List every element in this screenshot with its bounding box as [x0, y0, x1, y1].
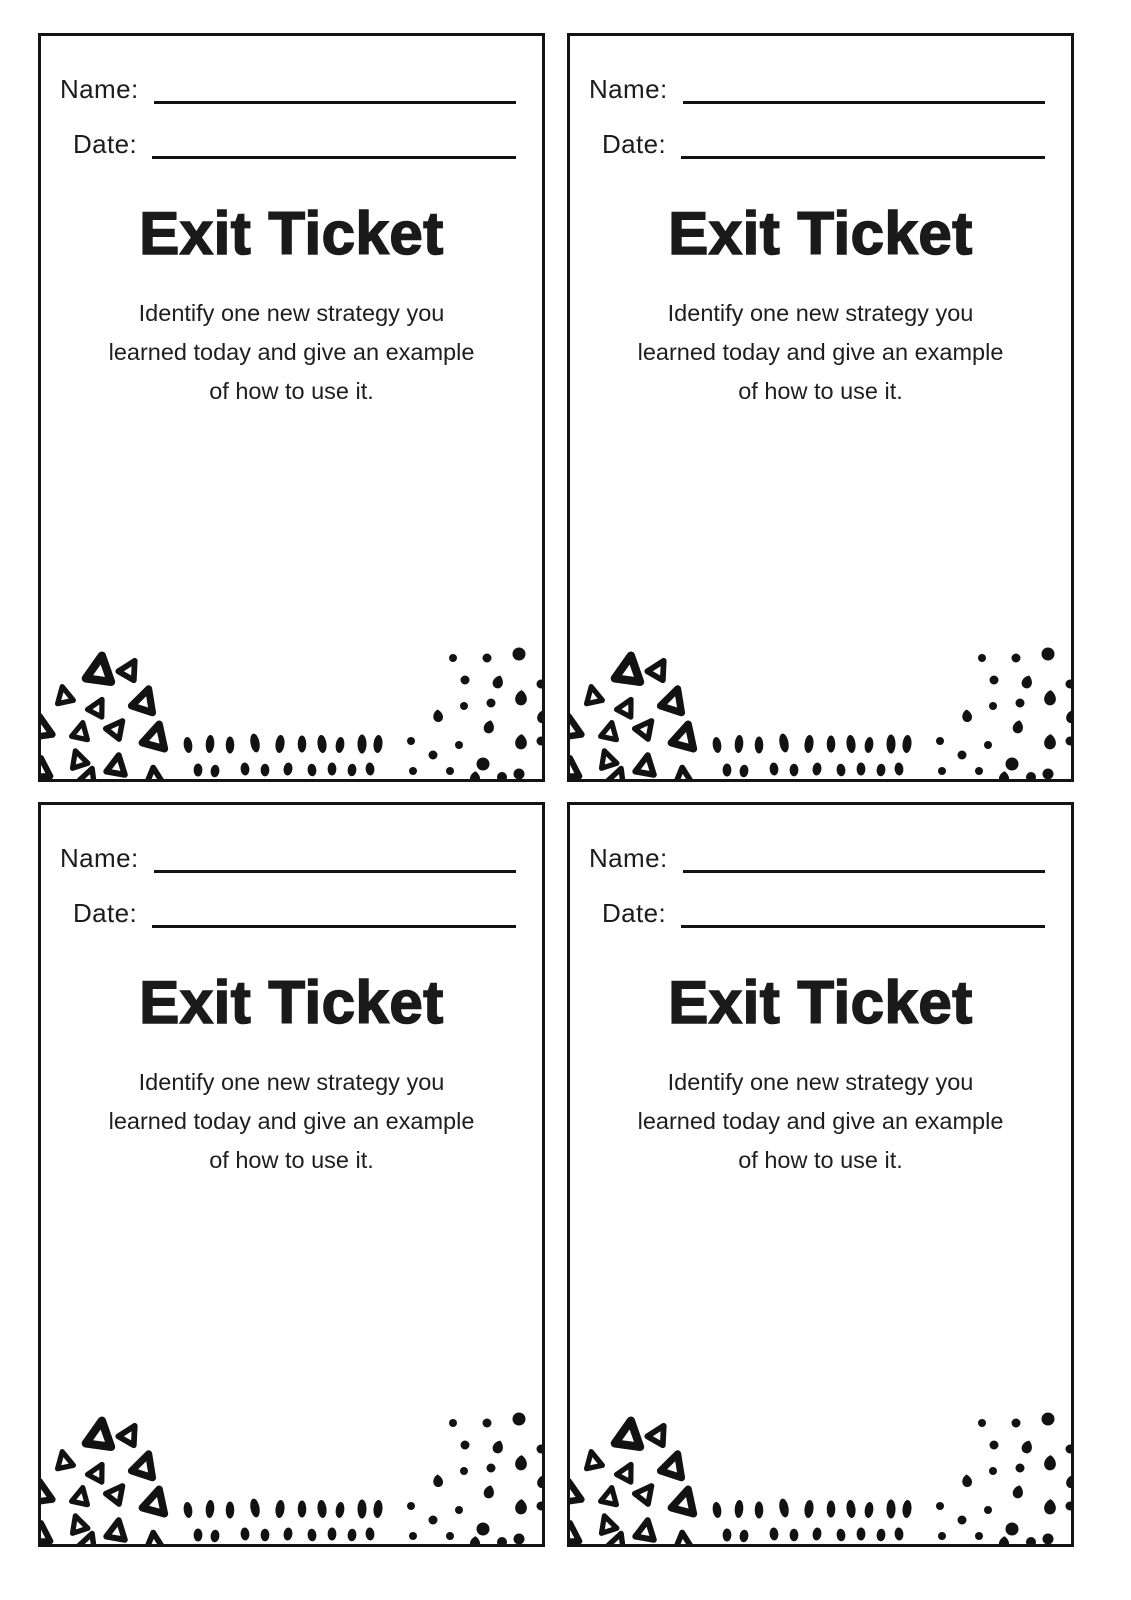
- prompt-line: learned today and give an example: [637, 1108, 1004, 1134]
- prompt-line: of how to use it.: [738, 1147, 903, 1173]
- exit-ticket-card-3: [38, 802, 545, 1547]
- exit-ticket-card-2: [567, 33, 1074, 782]
- name-write-line: [683, 839, 1045, 873]
- date-label: Date:: [602, 129, 667, 159]
- prompt-line: of how to use it.: [209, 378, 374, 404]
- name-label: Name:: [60, 843, 139, 873]
- date-write-line: [152, 125, 516, 159]
- doodle-decoration: [570, 627, 1071, 779]
- prompt-line: of how to use it.: [209, 1147, 374, 1173]
- date-field-row: [73, 125, 516, 159]
- date-write-line: [681, 125, 1045, 159]
- prompt-line: of how to use it.: [738, 378, 903, 404]
- date-field-row: [602, 125, 1045, 159]
- doodle-decoration: [41, 627, 542, 779]
- name-write-line: [683, 70, 1045, 104]
- name-field-row: [589, 839, 1045, 873]
- name-field-row: [589, 70, 1045, 104]
- name-label: Name:: [60, 74, 139, 104]
- prompt-line: learned today and give an example: [108, 1108, 475, 1134]
- exit-ticket-card-4: [567, 802, 1074, 1547]
- date-label: Date:: [602, 898, 667, 928]
- date-label: Date:: [73, 129, 138, 159]
- date-field-row: [602, 894, 1045, 928]
- name-write-line: [154, 839, 516, 873]
- name-field-row: [60, 70, 516, 104]
- exit-ticket-card-1: [38, 33, 545, 782]
- doodle-decoration: [570, 1392, 1071, 1544]
- prompt-line: Identify one new strategy you: [667, 1069, 974, 1095]
- prompt-line: Identify one new strategy you: [138, 300, 445, 326]
- card-prompt: [586, 294, 1056, 411]
- date-field-row: [73, 894, 516, 928]
- card-prompt: [586, 1063, 1056, 1180]
- prompt-line: Identify one new strategy you: [667, 300, 974, 326]
- prompt-line: learned today and give an example: [637, 339, 1004, 365]
- name-label: Name:: [589, 74, 668, 104]
- date-write-line: [152, 894, 516, 928]
- doodle-decoration: [41, 1392, 542, 1544]
- card-title: Exit Ticket: [139, 969, 444, 1036]
- name-field-row: [60, 839, 516, 873]
- name-write-line: [154, 70, 516, 104]
- card-title: Exit Ticket: [139, 200, 444, 267]
- prompt-line: learned today and give an example: [108, 339, 475, 365]
- card-title: Exit Ticket: [668, 969, 973, 1036]
- card-title: Exit Ticket: [668, 200, 973, 267]
- card-prompt: [57, 294, 527, 411]
- date-label: Date:: [73, 898, 138, 928]
- name-label: Name:: [589, 843, 668, 873]
- prompt-line: Identify one new strategy you: [138, 1069, 445, 1095]
- card-prompt: [57, 1063, 527, 1180]
- date-write-line: [681, 894, 1045, 928]
